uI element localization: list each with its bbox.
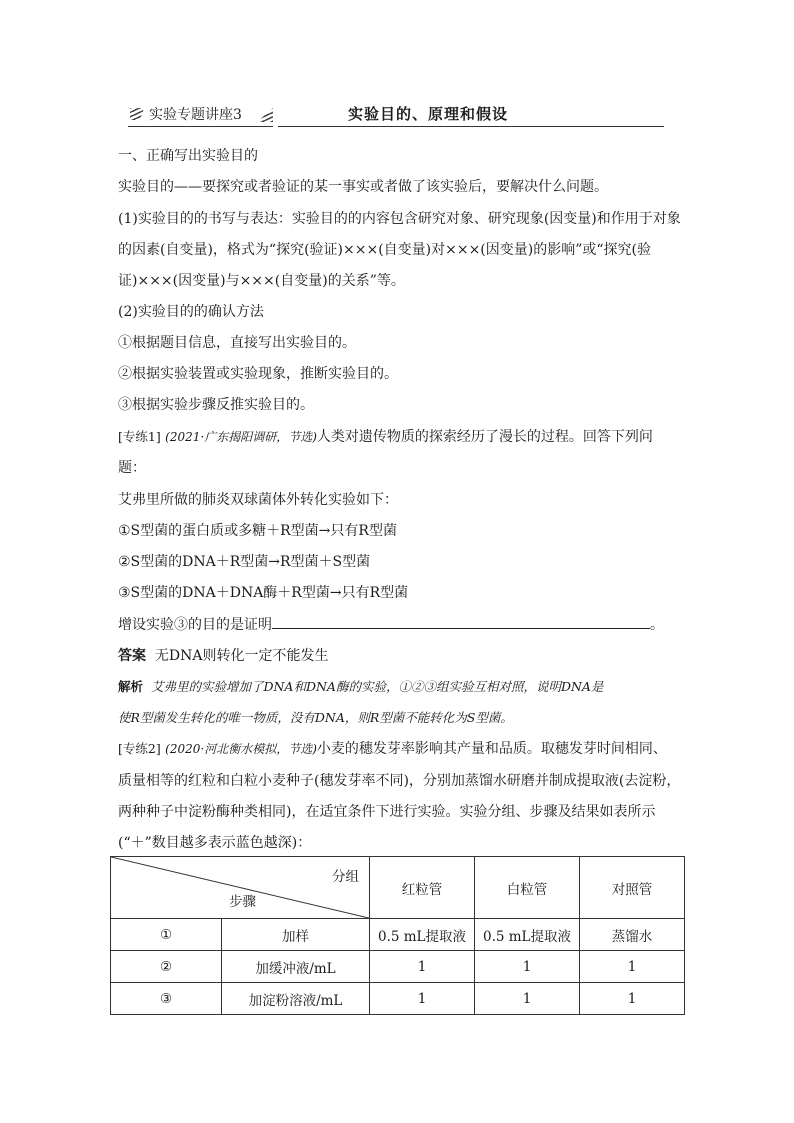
table-row xyxy=(111,919,685,951)
group-label: 分组 xyxy=(332,869,359,885)
section-header xyxy=(128,102,664,128)
experiment-item: ①S型菌的蛋白质或多糖＋R型菌→只有R型菌 xyxy=(118,523,397,539)
question-tag: [专练2] xyxy=(118,741,161,756)
question-text: 艾弗里所做的肺炎双球菌体外转化实验如下： xyxy=(118,492,398,508)
question-text: 人类对遗传物质的探索经历了漫长的过程。回答下列问 xyxy=(316,429,653,445)
table-cell: 0.5 mL提取液 xyxy=(370,919,475,951)
analysis-label: 解析 xyxy=(118,679,144,694)
question-text: 小麦的穗发芽率影响其产量和品质。取穗发芽时间相同、 xyxy=(316,741,667,757)
diagonal-header-cell xyxy=(111,857,370,919)
answer-line xyxy=(118,646,329,666)
question-1-stem xyxy=(118,427,653,447)
step-name: 加淀粉溶液/mL xyxy=(222,983,370,1015)
stripe-decoration-icon xyxy=(130,108,144,120)
lecture-label: 实验专题讲座3 xyxy=(149,107,242,123)
experiment-item: ③S型菌的DNA＋DNA酶＋R型菌→只有R型菌 xyxy=(118,585,409,601)
section-heading: 一、正确写出实验目的 xyxy=(118,148,258,164)
table-cell: 1 xyxy=(475,951,580,983)
question-text: 题： xyxy=(118,460,146,476)
paragraph-line: ②根据实验装置或实验现象，推断实验目的。 xyxy=(118,366,398,382)
answer-blank xyxy=(272,614,650,629)
paragraph-line: 实验目的——要探究或者验证的某一事实或者做了该实验后，要解决什么问题。 xyxy=(118,179,608,195)
paragraph-line: 的因素(自变量)，格式为“探究(验证)×××(自变量)对×××(因变量)的影响”或“探究(验 xyxy=(118,242,652,258)
question-2-stem xyxy=(118,739,667,759)
step-name: 加缓冲液/mL xyxy=(222,951,370,983)
table-cell: 1 xyxy=(580,951,685,983)
table-row xyxy=(111,983,685,1015)
table-cell: 1 xyxy=(370,983,475,1015)
table-cell: 1 xyxy=(475,983,580,1015)
answer-label: 答案 xyxy=(118,648,146,664)
table-cell: 0.5 mL提取液 xyxy=(475,919,580,951)
page-title: 实验目的、原理和假设 xyxy=(348,105,509,123)
question-text: 质量相等的红粒和白粒小麦种子(穗发芽率不同)，分别加蒸馏水研磨并制成提取液(去淀粉， xyxy=(118,773,681,789)
step-number: ② xyxy=(111,951,222,983)
paragraph-line: ①根据题目信息，直接写出实验目的。 xyxy=(118,335,356,351)
analysis-text xyxy=(118,708,513,728)
question-text: (“＋”数目越多表示蓝色越深)： xyxy=(118,835,312,851)
analysis-text-continued: 使R型菌发生转化的唯一物质，没有DNA，则R型菌不能转化为S型菌。 xyxy=(118,710,513,725)
paragraph-line: 证)×××(因变量)与×××(自变量)的关系”等。 xyxy=(118,273,405,289)
analysis-text: 艾弗里的实验增加了DNA和DNA酶的实验，①②③组实验互相对照，说明DNA是 xyxy=(150,679,604,694)
paragraph-line: (1)实验目的的书写与表达：实验目的的内容包含研究对象、研究现象(因变量)和作用于对象 xyxy=(118,211,681,227)
question-text: 两种种子中淀粉酶种类相同)，在适宜条件下进行实验。实验分组、步骤及结果如表所示 xyxy=(118,804,656,820)
step-name: 加样 xyxy=(222,919,370,951)
question-end: 。 xyxy=(650,617,664,633)
header-title-bar xyxy=(278,102,664,127)
experiment-table xyxy=(110,856,685,1015)
question-text: 增设实验③的目的是证明 xyxy=(118,617,272,633)
question-source: (2020·河北衡水模拟，节选) xyxy=(165,742,317,756)
lecture-tag xyxy=(128,102,273,127)
step-label: 步骤 xyxy=(229,894,256,910)
table-header-row xyxy=(111,857,685,919)
table-row xyxy=(111,951,685,983)
column-header: 对照管 xyxy=(580,857,685,919)
stripe-decoration-icon xyxy=(257,108,273,122)
step-number: ① xyxy=(111,919,222,951)
question-tag: [专练1] xyxy=(118,429,161,444)
paragraph-line: (2)实验目的的确认方法 xyxy=(118,304,264,320)
table-cell: 1 xyxy=(580,983,685,1015)
column-header: 红粒管 xyxy=(370,857,475,919)
fill-in-question xyxy=(118,614,664,635)
analysis-line xyxy=(118,677,603,697)
column-header: 白粒管 xyxy=(475,857,580,919)
table-cell: 1 xyxy=(370,951,475,983)
paragraph-line: ③根据实验步骤反推实验目的。 xyxy=(118,397,314,413)
experiment-item: ②S型菌的DNA＋R型菌→R型菌＋S型菌 xyxy=(118,554,371,570)
answer-text: 无DNA则转化一定不能发生 xyxy=(154,648,329,664)
question-source: (2021·广东揭阳调研，节选) xyxy=(165,430,317,444)
step-number: ③ xyxy=(111,983,222,1015)
table-cell: 蒸馏水 xyxy=(580,919,685,951)
